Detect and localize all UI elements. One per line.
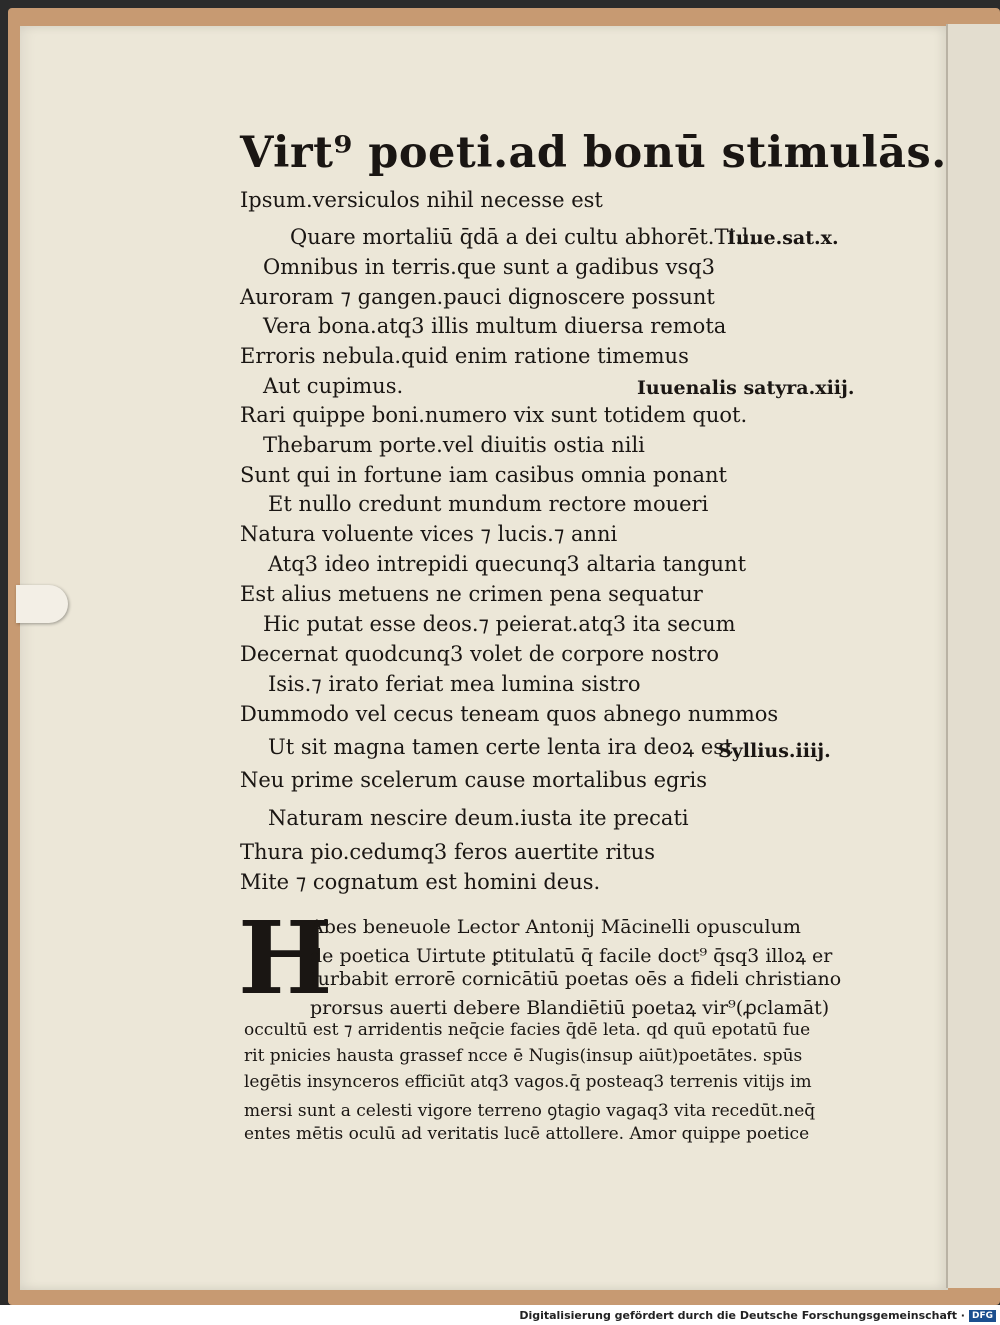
prose-line: legētis insynceros efficiūt atq3 vagos.q̄ posteaq3 terrenis vitijs im	[244, 1072, 812, 1092]
decorated-initial: H	[238, 899, 333, 1017]
verse-line: Decernat quodcunq3 volet de corpore nostro	[240, 642, 720, 666]
verse-line: Omnibus in terris.que sunt a gadibus vsq3	[263, 255, 716, 279]
prose-line: prorsus auerti debere Blandiētiū poetaꝝ vir⁹(ꝓclamāt)	[310, 997, 830, 1019]
verse-line: Et nullo credunt mundum rectore moueri	[268, 492, 709, 516]
prose-line: occultū est ⁊ arridentis neq̄cie facies q̄dē leta. qd quū epotatū fue	[244, 1020, 811, 1040]
verse-line: Auroram ⁊ gangen.pauci dignoscere possunt	[240, 285, 715, 309]
prose-line: mersi sunt a celesti vigore terreno ꝯtagio vagaq3 vita recedūt.neq̄	[244, 1101, 816, 1121]
verse-line: Natura voluente vices ⁊ lucis.⁊ anni	[240, 522, 618, 546]
verse-line: Vera bona.atq3 illis multum diuersa remota	[263, 314, 727, 338]
verse-line: Est alius metuens ne crimen pena sequatur	[240, 582, 703, 606]
prose-line: de poetica Uirtute ꝑtitulatū q̄ facile doct⁹ q̄sq3 illoꝝ er	[310, 945, 833, 967]
verse-line: Neu prime scelerum cause mortalibus egris	[240, 768, 707, 792]
verse-line: Mite ⁊ cognatum est homini deus.	[240, 870, 601, 894]
page-marker-tab	[16, 585, 68, 623]
source-note: Syllius.iiij.	[718, 740, 831, 762]
verse-line: Dummodo vel cecus teneam quos abnego nummos	[240, 702, 779, 726]
source-note: Iuuenalis satyra.xiij.	[637, 377, 855, 399]
verse-line: Aut cupimus.	[263, 374, 404, 398]
prose-line: turbabit errorē cornicātiū poetas oēs a fideli christiano	[310, 968, 842, 990]
verse-line: Ut sit magna tamen certe lenta ira deoꝝ est	[268, 735, 733, 759]
prose-line: Abes beneuole Lector Antonij Mācinelli opusculum	[310, 916, 801, 938]
dfg-logo: DFG	[969, 1310, 996, 1322]
intro-line: Ipsum.versiculos nihil necesse est	[240, 188, 603, 212]
facing-page-edge	[946, 24, 1000, 1288]
digitization-credit	[519, 1309, 996, 1322]
source-note: Iuue.sat.x.	[727, 227, 839, 249]
verse-line: Atq3 ideo intrepidi quecunq3 altaria tangunt	[268, 552, 747, 576]
verse-line: Isis.⁊ irato feriat mea lumina sistro	[268, 672, 641, 696]
verse-line: Sunt qui in fortune iam casibus omnia ponant	[240, 463, 727, 487]
verse-line: Rari quippe boni.numero vix sunt totidem quot.	[240, 403, 748, 427]
page-heading: Virt⁹ poeti.ad bonū stimulās.	[240, 128, 947, 178]
verse-line: Hic putat esse deos.⁊ peierat.atq3 ita secum	[263, 612, 736, 636]
verse-line: Naturam nescire deum.iusta ite precati	[268, 806, 689, 830]
prose-line: rit pnicies hausta grassef ncce ē Nugis(insup aiūt)poetātes. spūs	[244, 1046, 803, 1066]
credit-text: Digitalisierung gefördert durch die Deutsche Forschungsgemeinschaft ·	[519, 1309, 965, 1322]
verse-line: Thura pio.cedumq3 feros auertite ritus	[240, 840, 655, 864]
verse-line: Erroris nebula.quid enim ratione timemus	[240, 344, 689, 368]
verse-line: Thebarum porte.vel diuitis ostia nili	[263, 433, 645, 457]
prose-line: entes mētis oculū ad veritatis lucē attollere. Amor quippe poetice	[244, 1124, 810, 1144]
verse-line: Quare mortaliū q̄dā a dei cultu abhorēt.Ti.l.	[290, 225, 756, 249]
